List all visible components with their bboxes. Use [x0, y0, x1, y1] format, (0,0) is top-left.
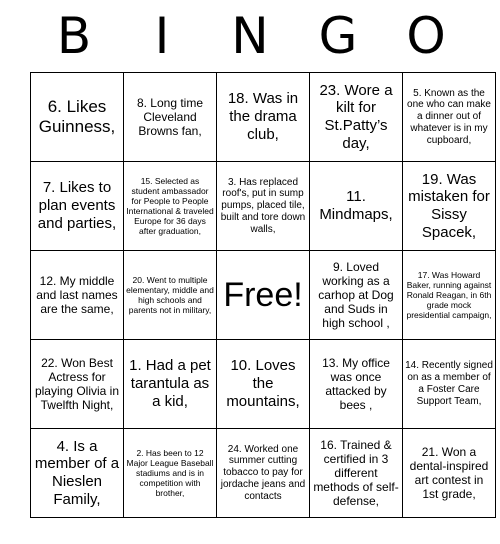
bingo-cell[interactable]: 12. My middle and last names are the same, — [31, 251, 124, 340]
header-letter-o: O — [406, 7, 446, 65]
grid-row — [31, 251, 496, 340]
bingo-cell[interactable]: 22. Won Best Actress for playing Olivia in Twelfth Night, — [31, 340, 124, 429]
bingo-cell[interactable]: 10. Loves the mountains, — [217, 340, 310, 429]
header-letter-b: B — [56, 7, 92, 65]
bingo-header — [30, 0, 470, 72]
bingo-cell[interactable]: 17. Was Howard Baker, running against Ronald Reagan, in 6th grade mock presidential campaign, — [403, 251, 496, 340]
bingo-cell[interactable]: 6. Likes Guinness, — [31, 73, 124, 162]
bingo-cell[interactable]: 24. Worked one summer cutting tobacco to pay for jordache jeans and contacts — [217, 429, 310, 518]
grid-row — [31, 73, 496, 162]
free-space[interactable]: Free! — [217, 251, 310, 340]
bingo-cell[interactable]: 15. Selected as student ambassador for People to People International & traveled Europe for 36 days after graduation, — [124, 162, 217, 251]
grid-row — [31, 340, 496, 429]
bingo-cell[interactable]: 9. Loved working as a carhop at Dog and Suds in high school , — [310, 251, 403, 340]
grid-row — [31, 429, 496, 518]
header-letter-i: I — [154, 7, 170, 65]
bingo-cell[interactable]: 19. Was mistaken for Sissy Spacek, — [403, 162, 496, 251]
header-letter-g: G — [318, 7, 358, 65]
bingo-cell[interactable]: 21. Won a dental-inspired art contest in 1st grade, — [403, 429, 496, 518]
bingo-cell[interactable]: 2. Has been to 12 Major League Baseball stadiums and is in competition with brother, — [124, 429, 217, 518]
bingo-cell[interactable]: 7. Likes to plan events and parties, — [31, 162, 124, 251]
header-letter-n: N — [231, 7, 269, 65]
bingo-cell[interactable]: 13. My office was once attacked by bees , — [310, 340, 403, 429]
grid-row — [31, 162, 496, 251]
bingo-cell[interactable]: 14. Recently signed on as a member of a Foster Care Support Team, — [403, 340, 496, 429]
bingo-grid — [30, 72, 496, 518]
bingo-cell[interactable]: 4. Is a member of a Nieslen Family, — [31, 429, 124, 518]
bingo-cell[interactable]: 5. Known as the one who can make a dinner out of whatever is in my cupboard, — [403, 73, 496, 162]
bingo-cell[interactable]: 1. Had a pet tarantula as a kid, — [124, 340, 217, 429]
bingo-cell[interactable]: 3. Has replaced roof's, put in sump pumps, placed tile, built and tore down walls, — [217, 162, 310, 251]
bingo-cell[interactable]: 11. Mindmaps, — [310, 162, 403, 251]
bingo-cell[interactable]: 18. Was in the drama club, — [217, 73, 310, 162]
bingo-cell[interactable]: 8. Long time Cleveland Browns fan, — [124, 73, 217, 162]
bingo-cell[interactable]: 20. Went to multiple elementary, middle and high schools and parents not in military, — [124, 251, 217, 340]
bingo-cell[interactable]: 23. Wore a kilt for St.Patty’s day, — [310, 73, 403, 162]
bingo-cell[interactable]: 16. Trained & certified in 3 different methods of self-defense, — [310, 429, 403, 518]
